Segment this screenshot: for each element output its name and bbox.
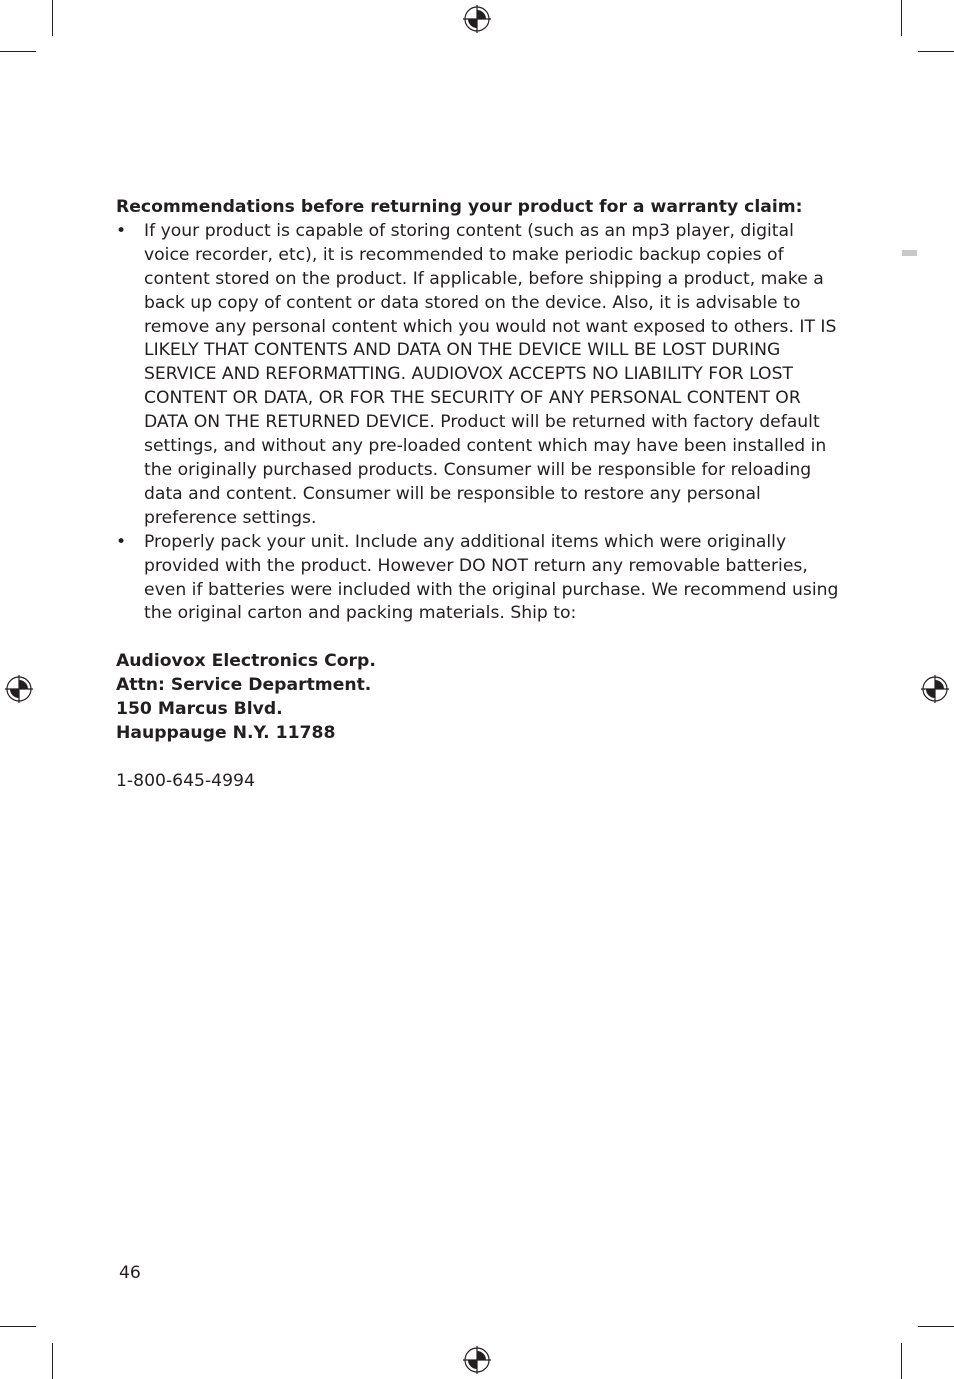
registration-mark-bottom-icon <box>463 1346 491 1374</box>
list-item <box>116 531 844 627</box>
registration-mark-top-icon <box>463 5 491 33</box>
crop-mark-top-left-vertical <box>52 0 53 36</box>
crop-mark-bottom-left-vertical <box>52 1343 53 1379</box>
list-item-text: Properly pack your unit. Include any additional items which were originally provided with the product. However DO NOT return any removable batteries, even if batteries were included with the original purchase. We recommend using the original carton and packing materials. Ship to: <box>144 531 839 624</box>
shipping-address <box>116 650 844 746</box>
registration-mark-left-icon <box>5 675 33 703</box>
crop-mark-bottom-left-horizontal <box>0 1326 36 1327</box>
bullet-marker: • <box>116 531 127 552</box>
registration-mark-right-icon <box>921 675 949 703</box>
phone-number: 1-800-645-4994 <box>116 770 255 791</box>
address-attn: Attn: Service Department. <box>116 675 372 696</box>
bullet-marker: • <box>116 220 127 241</box>
page-number: 46 <box>119 1263 141 1283</box>
recommendations-list <box>116 220 844 626</box>
address-street: 150 Marcus Blvd. <box>116 699 283 720</box>
crop-mark-top-right-vertical <box>901 0 902 36</box>
address-city: Hauppauge N.Y. 11788 <box>116 723 336 744</box>
list-item <box>116 220 844 531</box>
crop-mark-top-right-horizontal <box>918 51 954 52</box>
warranty-recommendations-section <box>116 196 844 794</box>
crop-mark-bottom-right-vertical <box>901 1343 902 1379</box>
crop-mark-top-left-horizontal <box>0 51 36 52</box>
section-heading: Recommendations before returning your product for a warranty claim: <box>116 197 803 217</box>
list-item-text: If your product is capable of storing content (such as an mp3 player, digital voice recorder, etc), it is recommended to make periodic backup copies of content stored on the product. If applicable, before shipping a product, make a back up copy of content or data stored on the device. Also, it is advisable to remove any personal content which you would not want exposed to others. IT IS LIKELY THAT CONTENTS AND DATA ON THE DEVICE WILL BE LOST DURING SERVICE AND REFORMATTING. AUDIOVOX ACCEPTS NO LIABILITY FOR LOST CONTENT OR DATA, OR FOR THE SECURITY OF ANY PERSONAL CONTENT OR DATA ON THE RETURNED DEVICE. Product will be returned with factory default settings, and without any pre-loaded content which may have been installed in the originally purchased products. Consumer will be responsible for reloading data and content. Consumer will be responsible to restore any personal preference settings. <box>144 220 837 528</box>
address-company: Audiovox Electronics Corp. <box>116 651 376 672</box>
crop-mark-bottom-right-horizontal <box>918 1326 954 1327</box>
side-thumb-tab <box>902 250 917 256</box>
